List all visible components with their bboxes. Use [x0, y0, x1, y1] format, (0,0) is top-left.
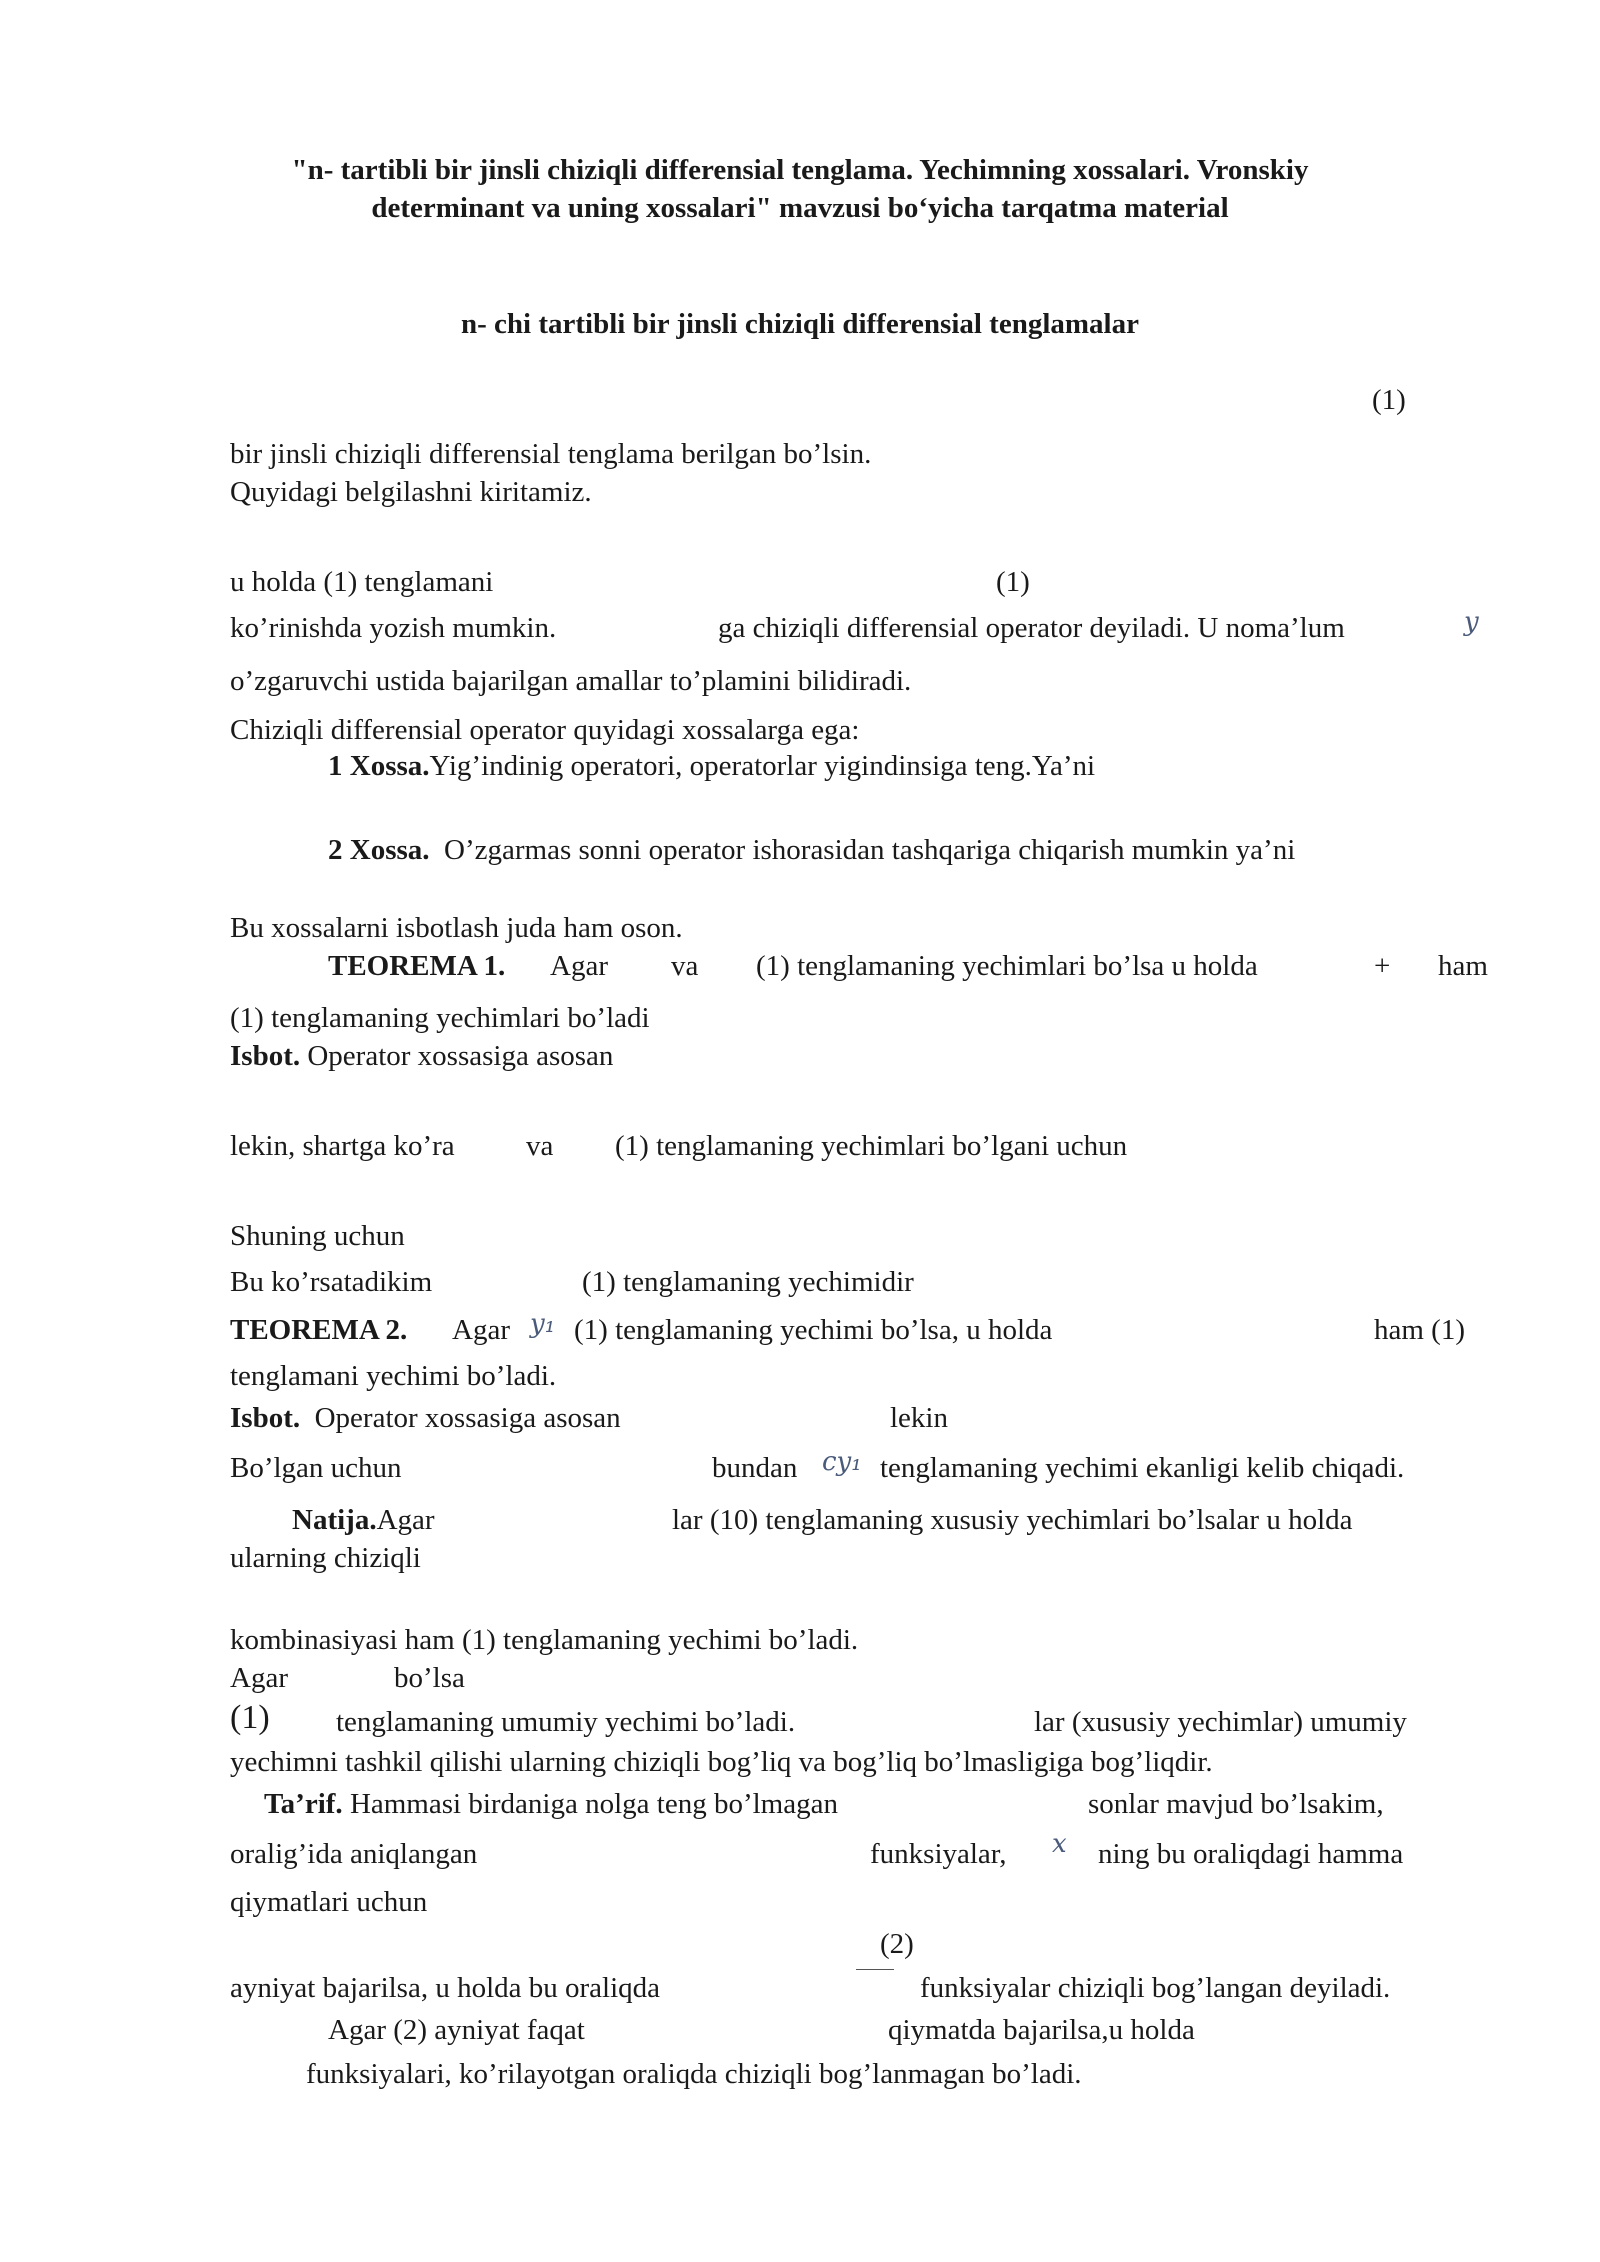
text: ularning chiziqli [230, 1542, 421, 1574]
paragraph: Shuning uchun [230, 1220, 405, 1252]
document-title-line-2: determinant va uning xossalari" mavzusi bo‘yicha tarqatma material [371, 192, 1229, 224]
equation-number: (1) [996, 566, 1030, 598]
paragraph: ko’rinishda yozish mumkin. [230, 612, 557, 644]
text: va [526, 1130, 554, 1162]
paragraph: Chiziqli differensial operator quyidagi xossalarga ega: [230, 714, 860, 746]
theorem-1-label: TEOREMA 1. [328, 950, 506, 982]
text: lar (xususiy yechimlar) umumiy [1034, 1706, 1407, 1738]
paragraph: yechimni tashkil qilishi ularning chiziqli bog’liq va bog’liq bo’lmasligiga bog’liqdir. [230, 1746, 1213, 1778]
proof-1: Isbot. Operator xossasiga asosan [230, 1040, 614, 1072]
text: sonlar mavjud bo’lsakim, [1088, 1788, 1384, 1820]
text: lar (10) tenglamaning xususiy yechimlari bo’lsalar u holda [672, 1504, 1353, 1536]
text: funksiyalar, [870, 1838, 1007, 1870]
definition: Ta’rif. Hammasi birdaniga nolga teng bo’lmagan [264, 1788, 838, 1820]
paragraph: o’zgaruvchi ustida bajarilgan amallar to’plamini bilidiradi. [230, 665, 912, 697]
text: + [1374, 950, 1391, 982]
text: bo’lsa [394, 1662, 465, 1694]
paragraph: ga chiziqli differensial operator deyiladi. U noma’lum [718, 612, 1345, 644]
definition-label: Ta’rif. [264, 1788, 343, 1820]
proof-2: Isbot. Operator xossasiga asosan [230, 1402, 621, 1434]
text: (1) tenglamaning yechimlari bo’lsa u holda [756, 950, 1258, 982]
text: va [671, 950, 699, 982]
paragraph: funksiyalari, ko’rilayotgan oraliqda chiziqli bog’lanmagan bo’ladi. [306, 2058, 1082, 2090]
paragraph: u holda (1) tenglamani [230, 566, 494, 598]
paragraph: tenglamani yechimi bo’ladi. [230, 1360, 557, 1392]
property-label: 1 Xossa. [328, 750, 430, 782]
property-2 [328, 832, 1295, 868]
equation-number: (1) [230, 1699, 270, 1736]
equation-number: (2) [880, 1928, 914, 1960]
math-symbol-x: x [1052, 1829, 1067, 1859]
text: bundan [712, 1452, 798, 1484]
property-text: Yig’indinig operatori, operatorlar yigindinsiga teng.Ya’ni [429, 750, 1096, 782]
text: ham (1) [1374, 1314, 1465, 1346]
paragraph: qiymatlari uchun [230, 1886, 428, 1918]
text: lekin, shartga ko’ra [230, 1130, 455, 1162]
text: qiymatda bajarilsa,u holda [888, 2014, 1195, 2046]
text: Agar (2) ayniyat faqat [328, 2014, 585, 2046]
text: Bo’lgan uchun [230, 1452, 402, 1484]
property-1 [328, 748, 1095, 784]
property-text: O’zgarmas sonni operator ishorasidan tashqariga chiqarish mumkin ya’ni [444, 834, 1296, 866]
document-title-line-1: "n- tartibli bir jinsli chiziqli differensial tenglama. Yechimning xossalari. Vronskiy [291, 154, 1309, 186]
corollary-label: Natija.Agar [292, 1504, 435, 1536]
text: tenglamaning umumiy yechimi bo’ladi. [336, 1706, 796, 1738]
property-label: 2 Xossa. [328, 834, 430, 866]
math-symbol-cy1: cy₁ [822, 1447, 862, 1477]
text: tenglamaning yechimi ekanligi kelib chiqadi. [880, 1452, 1405, 1484]
math-symbol-y: y [1464, 607, 1479, 637]
section-title: n- chi tartibli bir jinsli chiziqli differensial tenglamalar [460, 308, 1139, 340]
text: ham [1438, 950, 1488, 982]
text: (1) tenglamaning yechimi bo’lsa, u holda [574, 1314, 1053, 1346]
proof-label: Isbot. [230, 1402, 301, 1434]
text: ayniyat bajarilsa, u holda bu oraliqda [230, 1972, 661, 2004]
text: ning bu oraliqdagi hamma [1098, 1838, 1404, 1870]
text: Agar [230, 1662, 288, 1694]
text: lekin [890, 1402, 948, 1434]
text: Agar [452, 1314, 510, 1346]
proof-label: Isbot. [230, 1040, 301, 1072]
text: Bu ko’rsatadikim [230, 1266, 433, 1298]
paragraph: (1) tenglamaning yechimlari bo’ladi [230, 1002, 650, 1034]
paragraph: Bu xossalarni isbotlash juda ham oson. [230, 912, 683, 944]
text: funksiyalar chiziqli bog’langan deyiladi. [920, 1972, 1391, 2004]
text: Agar [550, 950, 608, 982]
paragraph: bir jinsli chiziqli differensial tenglama berilgan bo’lsin. [230, 438, 872, 470]
math-symbol-y1: y₁ [530, 1309, 556, 1339]
paragraph: kombinasiyasi ham (1) tenglamaning yechimi bo’ladi. [230, 1624, 859, 1656]
paragraph: Quyidagi belgilashni kiritamiz. [230, 476, 592, 508]
equation-number: (1) [1372, 384, 1406, 416]
theorem-2-label: TEOREMA 2. [230, 1314, 408, 1346]
text: oralig’ida aniqlangan [230, 1838, 478, 1870]
fraction-rule [856, 1969, 894, 1970]
text: (1) tenglamaning yechimidir [582, 1266, 914, 1298]
text: (1) tenglamaning yechimlari bo’lgani uchun [615, 1130, 1128, 1162]
